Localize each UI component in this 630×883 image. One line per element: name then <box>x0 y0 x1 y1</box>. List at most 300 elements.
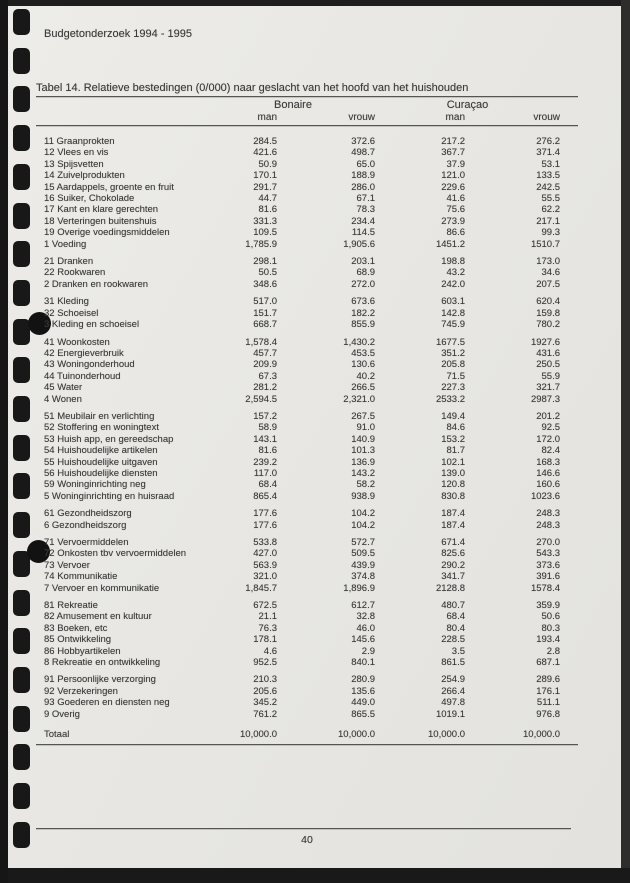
row-value: 248.3 <box>536 519 560 531</box>
row-value: 952.5 <box>253 657 277 669</box>
row-label: 71 Vervoermiddelen <box>44 537 129 548</box>
row-value: 4.6 <box>263 645 277 657</box>
row-value: 201.2 <box>536 410 560 422</box>
table-row <box>36 182 560 193</box>
row-value: 65.0 <box>356 158 375 170</box>
row-value: 250.5 <box>536 359 560 371</box>
row-label: 72 Onkosten tbv vervoermiddelen <box>44 548 187 560</box>
row-value: 178.1 <box>253 634 277 646</box>
binding-hole <box>13 48 30 74</box>
page-number: 40 <box>301 834 313 846</box>
row-value: 210.3 <box>253 674 277 686</box>
row-value: 130.6 <box>351 359 375 371</box>
row-value: 198.8 <box>441 256 465 268</box>
table-row <box>36 479 560 490</box>
binding-hole <box>13 706 30 732</box>
row-value: 153.2 <box>441 433 465 445</box>
row-value: 1,845.7 <box>245 582 277 594</box>
table-row <box>36 583 560 594</box>
row-value: 1,430.2 <box>343 336 375 348</box>
row-value: 41.6 <box>446 193 465 205</box>
table-row <box>36 227 560 238</box>
row-label: 42 Energieverbruik <box>44 347 124 359</box>
row-label: 52 Stoffering en woningtext <box>44 422 159 434</box>
row-value: 276.2 <box>536 136 560 147</box>
row-value: 187.4 <box>441 519 465 531</box>
table-row <box>36 657 560 668</box>
row-value: 67.3 <box>258 370 277 382</box>
binding-hole <box>13 822 30 848</box>
row-value: 373.6 <box>536 559 560 571</box>
row-value: 82.4 <box>541 445 560 457</box>
row-label: 8 Rekreatie en ontwikkeling <box>44 657 161 669</box>
row-label: 32 Schoeisel <box>44 307 99 319</box>
row-value: 855.9 <box>351 319 375 331</box>
table-row <box>36 394 560 405</box>
row-value: 351.2 <box>441 347 465 359</box>
binding-hole <box>13 435 30 461</box>
table-section <box>36 411 578 502</box>
table-row <box>36 548 560 559</box>
row-value: 99.3 <box>541 227 560 239</box>
row-value: 50.5 <box>258 267 277 279</box>
row-value: 227.3 <box>441 382 465 394</box>
binding-hole <box>13 241 30 267</box>
row-value: 976.8 <box>536 708 560 720</box>
table-row <box>36 468 560 479</box>
binding-hole <box>13 590 30 616</box>
row-value: 177.6 <box>253 519 277 531</box>
row-value: 280.9 <box>351 674 375 686</box>
subheader-spacer <box>36 112 211 123</box>
row-label: 13 Spijsvetten <box>44 158 104 170</box>
row-value: 612.7 <box>351 600 375 612</box>
table-section <box>36 537 578 594</box>
row-value: 228.5 <box>441 634 465 646</box>
row-value: 1,905.6 <box>343 238 375 250</box>
row-label: 92 Verzekeringen <box>44 685 118 697</box>
row-value: 298.1 <box>253 256 277 268</box>
row-label: 54 Huishoudelijke artikelen <box>44 445 158 457</box>
row-value: 1019.1 <box>435 708 465 720</box>
row-label: 81 Rekreatie <box>44 600 98 612</box>
row-value: 104.2 <box>351 508 375 520</box>
group-label-bonaire: Bonaire <box>274 99 312 111</box>
row-value: 284.5 <box>253 136 277 147</box>
row-value: 391.6 <box>536 571 560 583</box>
row-label: 85 Ontwikkeling <box>44 634 112 646</box>
row-value: 511.1 <box>536 697 560 709</box>
row-value: 2.9 <box>361 645 375 657</box>
footer-rule <box>36 828 571 829</box>
table-row <box>36 457 560 468</box>
table-row <box>36 434 560 445</box>
row-value: 1,578.4 <box>245 336 277 348</box>
binding-hole <box>13 744 30 770</box>
row-label: 44 Tuinonderhoud <box>44 370 121 382</box>
row-value: 188.9 <box>351 170 375 182</box>
row-value: 21.1 <box>258 611 277 623</box>
row-value: 159.8 <box>536 307 560 319</box>
row-value: 92.5 <box>541 422 560 434</box>
row-label: 17 Kant en klare gerechten <box>44 204 159 216</box>
table-row <box>36 508 560 519</box>
row-value: 58.2 <box>356 479 375 491</box>
row-label: 91 Persoonlijke verzorging <box>44 674 156 686</box>
row-value: 533.8 <box>253 537 277 548</box>
row-value: 825.6 <box>441 548 465 560</box>
row-value: 91.0 <box>356 422 375 434</box>
row-label: 83 Boeken, etc <box>44 622 108 634</box>
row-label: 22 Rookwaren <box>44 267 106 279</box>
row-label: Totaal <box>44 729 70 741</box>
row-value: 205.8 <box>441 359 465 371</box>
row-value: 217.2 <box>441 136 465 147</box>
subheader-curacao-man: man <box>445 112 465 123</box>
binding-hole <box>13 164 30 190</box>
row-value: 497.8 <box>441 697 465 709</box>
row-value: 2,594.5 <box>245 393 277 405</box>
row-value: 2,321.0 <box>343 393 375 405</box>
table-row <box>36 520 560 531</box>
row-value: 78.3 <box>356 204 375 216</box>
row-value: 372.6 <box>351 136 375 147</box>
binding-hole <box>13 396 30 422</box>
row-value: 2128.8 <box>435 582 465 594</box>
row-label: 43 Woningonderhoud <box>44 359 135 371</box>
row-value: 58.9 <box>258 422 277 434</box>
row-label: 41 Woonkosten <box>44 336 110 348</box>
table-row <box>36 422 560 433</box>
subheader-bonaire-vrouw: vrouw <box>348 112 375 123</box>
row-value: 449.0 <box>351 697 375 709</box>
row-value: 142.8 <box>441 307 465 319</box>
table-section <box>36 674 578 720</box>
row-value: 157.2 <box>253 410 277 422</box>
row-value: 331.3 <box>253 215 277 227</box>
row-value: 359.9 <box>536 600 560 612</box>
binding-hole <box>13 473 30 499</box>
table-row <box>36 382 560 393</box>
row-value: 840.1 <box>351 657 375 669</box>
row-value: 81.7 <box>446 445 465 457</box>
row-value: 289.6 <box>536 674 560 686</box>
binding-hole <box>13 203 30 229</box>
table-row <box>36 337 560 348</box>
row-value: 457.7 <box>253 347 277 359</box>
row-label: 55 Huishoudelijke uitgaven <box>44 456 158 468</box>
row-value: 865.5 <box>351 708 375 720</box>
row-value: 242.0 <box>441 278 465 290</box>
row-value: 272.0 <box>351 278 375 290</box>
row-label: 21 Dranken <box>44 256 94 268</box>
row-value: 76.3 <box>258 622 277 634</box>
row-value: 86.6 <box>446 227 465 239</box>
row-value: 603.1 <box>441 296 465 308</box>
table-row <box>36 445 560 456</box>
row-label: 7 Vervoer en kommunikatie <box>44 582 160 594</box>
row-value: 367.7 <box>441 147 465 159</box>
subheader-curacao-vrouw: vrouw <box>533 112 560 123</box>
row-value: 173.0 <box>536 256 560 268</box>
row-value: 266.4 <box>441 685 465 697</box>
table-title: Tabel 14. Relatieve bestedingen (0/000) naar geslacht van het hoofd van het huishouden <box>36 82 469 94</box>
row-label: 56 Huishoudelijke diensten <box>44 467 158 479</box>
table-row <box>36 623 560 634</box>
row-value: 780.2 <box>536 319 560 331</box>
row-label: 59 Woninginrichting neg <box>44 479 146 491</box>
row-value: 46.0 <box>356 622 375 634</box>
row-value: 1,785.9 <box>245 238 277 250</box>
row-value: 177.6 <box>253 508 277 520</box>
row-value: 341.7 <box>441 571 465 583</box>
table-row <box>36 147 560 158</box>
row-value: 672.5 <box>253 600 277 612</box>
row-value: 509.5 <box>351 548 375 560</box>
row-label: 53 Huish app, en gereedschap <box>44 433 174 445</box>
binding-hole <box>13 667 30 693</box>
row-value: 431.6 <box>536 347 560 359</box>
row-label: 86 Hobbyartikelen <box>44 645 121 657</box>
row-value: 270.0 <box>536 537 560 548</box>
row-value: 44.7 <box>258 193 277 205</box>
row-value: 172.0 <box>536 433 560 445</box>
row-value: 348.6 <box>253 278 277 290</box>
row-label: 3 Kleding en schoeisel <box>44 319 140 331</box>
row-value: 248.3 <box>536 508 560 520</box>
column-subheader <box>36 112 560 123</box>
table-row <box>36 600 560 611</box>
row-label: 31 Kleding <box>44 296 89 308</box>
row-value: 207.5 <box>536 278 560 290</box>
row-value: 281.2 <box>253 382 277 394</box>
table-row <box>36 371 560 382</box>
row-value: 168.3 <box>536 456 560 468</box>
table-row <box>36 319 560 330</box>
table-row <box>36 170 560 181</box>
row-value: 2.8 <box>546 645 560 657</box>
row-value: 671.4 <box>441 537 465 548</box>
header-underline <box>36 125 578 126</box>
row-value: 135.6 <box>351 685 375 697</box>
row-value: 439.9 <box>351 559 375 571</box>
row-label: 16 Suiker, Chokolade <box>44 193 135 205</box>
row-label: 2 Dranken en rookwaren <box>44 278 149 290</box>
table-row <box>36 646 560 657</box>
column-group-header <box>36 99 560 111</box>
row-label: 9 Overig <box>44 708 80 720</box>
table-row <box>36 560 560 571</box>
table-section <box>36 508 578 531</box>
binding-hole <box>13 628 30 654</box>
table-row <box>36 359 560 370</box>
scanned-page <box>8 6 621 868</box>
binding-hole <box>13 280 30 306</box>
row-label: 82 Amusement en kultuur <box>44 611 152 623</box>
row-value: 266.5 <box>351 382 375 394</box>
row-label: 5 Woninginrichting en huisraad <box>44 490 175 502</box>
row-value: 146.6 <box>536 467 560 479</box>
row-value: 861.5 <box>441 657 465 669</box>
row-value: 10,000.0 <box>523 729 560 741</box>
table-row <box>36 256 560 267</box>
row-value: 453.5 <box>351 347 375 359</box>
table-row <box>36 267 560 278</box>
row-value: 182.2 <box>351 307 375 319</box>
row-value: 80.3 <box>541 622 560 634</box>
row-value: 136.9 <box>351 456 375 468</box>
table-row <box>36 136 560 147</box>
table-row <box>36 239 560 250</box>
table-body <box>36 136 578 745</box>
table-row <box>36 674 560 685</box>
row-value: 203.1 <box>351 256 375 268</box>
table-row <box>36 537 560 548</box>
row-value: 117.0 <box>253 467 277 479</box>
row-value: 143.2 <box>351 467 375 479</box>
row-value: 68.4 <box>258 479 277 491</box>
row-value: 229.6 <box>441 181 465 193</box>
row-value: 84.6 <box>446 422 465 434</box>
row-value: 81.6 <box>258 204 277 216</box>
row-label: 93 Goederen en diensten neg <box>44 697 170 709</box>
row-value: 50.6 <box>541 611 560 623</box>
row-value: 286.0 <box>351 181 375 193</box>
row-value: 321.0 <box>253 571 277 583</box>
row-value: 68.4 <box>446 611 465 623</box>
row-label: 14 Zuivelprodukten <box>44 170 125 182</box>
row-value: 1451.2 <box>435 238 465 250</box>
row-value: 10,000.0 <box>240 729 277 741</box>
table-section <box>36 600 578 668</box>
row-value: 37.9 <box>446 158 465 170</box>
row-value: 480.7 <box>441 600 465 612</box>
table-row <box>36 159 560 170</box>
row-value: 139.0 <box>441 467 465 479</box>
row-value: 217.1 <box>536 215 560 227</box>
table-row <box>36 411 560 422</box>
row-value: 290.2 <box>441 559 465 571</box>
row-value: 151.7 <box>253 307 277 319</box>
row-value: 101.3 <box>351 445 375 457</box>
row-value: 673.6 <box>351 296 375 308</box>
row-value: 517.0 <box>253 296 277 308</box>
row-value: 273.9 <box>441 215 465 227</box>
row-value: 1677.5 <box>435 336 465 348</box>
scan-border-right <box>621 0 630 883</box>
row-value: 620.4 <box>536 296 560 308</box>
row-value: 10,000.0 <box>338 729 375 741</box>
table-section <box>36 337 578 405</box>
row-value: 421.6 <box>253 147 277 159</box>
row-label: 12 Vlees en vis <box>44 147 109 159</box>
row-value: 40.2 <box>356 370 375 382</box>
row-label: 19 Overige voedingsmiddelen <box>44 227 170 239</box>
row-value: 321.7 <box>536 382 560 394</box>
row-value: 120.8 <box>441 479 465 491</box>
row-value: 133.5 <box>536 170 560 182</box>
row-label: 15 Aardappels, groente en fruit <box>44 181 174 193</box>
row-value: 1023.6 <box>530 490 560 502</box>
row-value: 205.6 <box>253 685 277 697</box>
row-value: 114.5 <box>351 227 375 239</box>
row-value: 1510.7 <box>530 238 560 250</box>
row-value: 374.8 <box>351 571 375 583</box>
row-value: 140.9 <box>351 433 375 445</box>
title-underline <box>36 96 578 97</box>
row-value: 176.1 <box>536 685 560 697</box>
group-spacer <box>36 99 211 111</box>
row-value: 345.2 <box>253 697 277 709</box>
row-value: 50.9 <box>258 158 277 170</box>
row-value: 75.6 <box>446 204 465 216</box>
row-label: 6 Gezondheidszorg <box>44 519 127 531</box>
row-value: 291.7 <box>253 181 277 193</box>
binding-hole <box>13 512 30 538</box>
binding-hole <box>13 357 30 383</box>
table-row <box>36 709 560 720</box>
row-label: 1 Voeding <box>44 238 87 250</box>
row-value: 3.5 <box>451 645 465 657</box>
row-value: 104.2 <box>351 519 375 531</box>
table-row <box>36 634 560 645</box>
binding-hole <box>13 86 30 112</box>
row-value: 43.2 <box>446 267 465 279</box>
row-value: 143.1 <box>253 433 277 445</box>
row-value: 543.3 <box>536 548 560 560</box>
row-value: 149.4 <box>441 410 465 422</box>
table-row <box>36 193 560 204</box>
row-value: 71.5 <box>446 370 465 382</box>
table-row <box>36 686 560 697</box>
row-label: 61 Gezondheidszorg <box>44 508 132 520</box>
row-value: 32.8 <box>356 611 375 623</box>
table-row <box>36 611 560 622</box>
table-row <box>36 204 560 215</box>
subheader-bonaire-man: man <box>257 112 277 123</box>
row-value: 67.1 <box>356 193 375 205</box>
table-row <box>36 308 560 319</box>
row-value: 498.7 <box>351 147 375 159</box>
row-value: 55.5 <box>541 193 560 205</box>
row-value: 193.4 <box>536 634 560 646</box>
row-label: 45 Water <box>44 382 83 394</box>
table-section <box>36 256 578 290</box>
row-value: 81.6 <box>258 445 277 457</box>
document-header: Budgetonderzoek 1994 - 1995 <box>44 28 193 40</box>
group-label-curacao: Curaçao <box>446 99 489 111</box>
row-label: 51 Meubilair en verlichting <box>44 410 155 422</box>
row-value: 209.9 <box>253 359 277 371</box>
total-row <box>36 729 560 740</box>
table-row <box>36 279 560 290</box>
row-value: 1927.6 <box>530 336 560 348</box>
row-value: 572.7 <box>351 537 375 548</box>
row-value: 121.0 <box>441 170 465 182</box>
binding-hole <box>13 9 30 35</box>
scan-border-bottom <box>0 868 630 883</box>
row-value: 2533.2 <box>435 393 465 405</box>
row-value: 239.2 <box>253 456 277 468</box>
table-section <box>36 136 578 250</box>
table-row <box>36 216 560 227</box>
row-value: 53.1 <box>541 158 560 170</box>
row-label: 11 Graanprokten <box>44 136 115 147</box>
row-value: 865.4 <box>253 490 277 502</box>
row-value: 34.6 <box>541 267 560 279</box>
row-value: 1,896.9 <box>343 582 375 594</box>
row-value: 761.2 <box>253 708 277 720</box>
